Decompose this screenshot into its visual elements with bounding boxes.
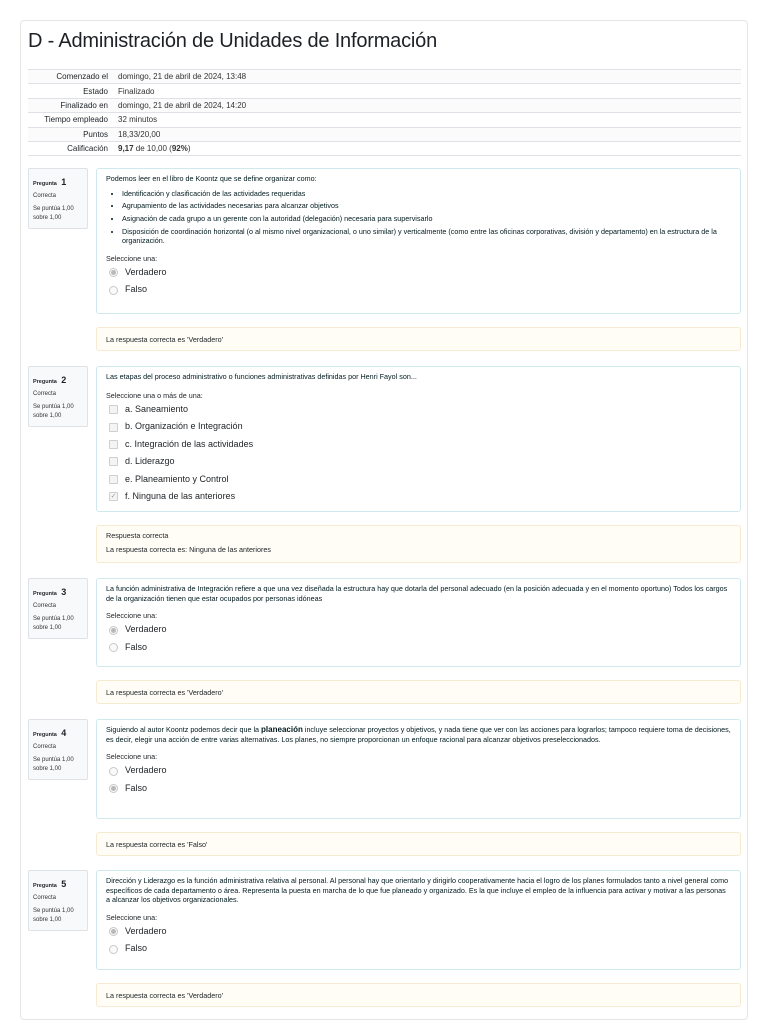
summary-value: domingo, 21 de abril de 2024, 14:20 bbox=[114, 98, 741, 112]
option-label: Falso bbox=[125, 782, 148, 793]
question-info bbox=[28, 168, 88, 229]
feedback-status: Respuesta correcta bbox=[106, 531, 169, 540]
attempt-summary-table bbox=[28, 69, 741, 156]
answer-prompt: Seleccione una: bbox=[106, 253, 158, 263]
summary-label: Comenzado el bbox=[28, 70, 114, 84]
question-content bbox=[96, 870, 741, 970]
option-label: c. Integración de las actividades bbox=[125, 438, 254, 449]
answer-prompt: Seleccione una: bbox=[106, 912, 158, 922]
radio-button-checked[interactable] bbox=[109, 927, 118, 936]
answer-option[interactable] bbox=[106, 401, 731, 418]
answer-option[interactable] bbox=[106, 453, 731, 470]
checkbox[interactable] bbox=[109, 457, 118, 466]
question-key-term: planeación bbox=[261, 725, 303, 734]
question-number: 2 bbox=[61, 375, 67, 385]
grade-score: 9,17 bbox=[118, 144, 134, 154]
question-text bbox=[106, 725, 731, 744]
answer-options bbox=[106, 763, 731, 798]
question-content bbox=[96, 578, 741, 667]
summary-row-started bbox=[28, 70, 741, 84]
answer-option[interactable] bbox=[106, 780, 731, 797]
answer-options bbox=[106, 923, 731, 958]
question-state: Correcta bbox=[33, 391, 57, 397]
summary-row-state bbox=[28, 84, 741, 98]
summary-label: Finalizado en bbox=[28, 98, 114, 112]
checkbox-checked[interactable]: ✓ bbox=[110, 493, 117, 501]
answer-options bbox=[106, 264, 731, 299]
correct-answer-text: La respuesta correcta es 'Verdadero' bbox=[106, 334, 224, 344]
grade-percent: 92% bbox=[171, 144, 188, 154]
list-item: • Asignación de cada grupo a un gerente con la autoridad (delegación) necesaria para supervisarlo bbox=[122, 214, 731, 224]
question-state: Correcta bbox=[33, 193, 57, 199]
question-label: Pregunta bbox=[33, 379, 57, 385]
radio-button-checked[interactable] bbox=[109, 268, 118, 277]
feedback-box bbox=[96, 327, 741, 351]
question-text: La función administrativa de Integración refiere a que una vez diseñada la estructura hay que dotarla del personal adecuado (en la posición adecuada y en el momento oportuno) Todos los cargos de la organización tienen que estar ocupados por personas idóneas bbox=[106, 584, 728, 603]
option-label: Verdadero bbox=[125, 267, 167, 277]
question-info bbox=[28, 870, 88, 931]
checkbox[interactable] bbox=[109, 405, 118, 414]
option-label: Verdadero bbox=[125, 765, 167, 776]
list-item: • Agrupamiento de las actividades necesarias para alcanzar objetivos bbox=[122, 201, 731, 211]
question-label: Pregunta bbox=[33, 591, 57, 597]
option-label: b. Organización e Integración bbox=[125, 421, 243, 432]
question-grade: Se puntúa 1,00 sobre 1,00 bbox=[33, 757, 74, 772]
summary-label: Puntos bbox=[28, 127, 114, 141]
summary-row-time bbox=[28, 113, 741, 127]
summary-grade-value bbox=[114, 141, 741, 155]
answer-option[interactable] bbox=[106, 471, 731, 488]
radio-button[interactable] bbox=[109, 767, 118, 776]
summary-value: 18,33/20,00 bbox=[114, 127, 741, 141]
option-label: Falso bbox=[125, 641, 148, 652]
option-label: f. Ninguna de las anteriores bbox=[125, 490, 236, 501]
checkbox[interactable] bbox=[109, 475, 118, 484]
answer-option[interactable] bbox=[106, 763, 731, 780]
feedback-box bbox=[96, 983, 741, 1007]
radio-button-checked[interactable] bbox=[109, 784, 118, 793]
question-bullet-list bbox=[122, 189, 731, 246]
answer-option[interactable] bbox=[106, 488, 731, 505]
radio-button[interactable] bbox=[109, 286, 118, 295]
quiz-review-page bbox=[20, 20, 748, 1020]
answer-option[interactable] bbox=[106, 436, 731, 453]
question-label: Pregunta bbox=[33, 732, 57, 738]
answer-options bbox=[106, 622, 731, 657]
answer-option[interactable] bbox=[106, 923, 731, 940]
question-number: 5 bbox=[61, 879, 67, 889]
question-text-end: incluye seleccionar proyectos y objetivos, y nada tiene que ver con las acciones para lograrlos; tampoco requiere toma de decisiones, es decir, elegir una acción de entre varias alternativas. Los planes, no siempre proporcionan un enfoque racional para alcanzar objetivos preseleccionados. bbox=[106, 725, 731, 744]
question-text-start: Siguiendo al autor Koontz podemos decir que la bbox=[106, 725, 262, 734]
correct-answer-text: La respuesta correcta es 'Verdadero' bbox=[106, 990, 224, 1000]
question-content bbox=[96, 366, 741, 512]
answer-option[interactable] bbox=[106, 940, 731, 957]
correct-answer-text: La respuesta correcta es: Ninguna de las anteriores bbox=[106, 545, 272, 554]
summary-label: Tiempo empleado bbox=[28, 113, 114, 127]
correct-answer-text: La respuesta correcta es 'Verdadero' bbox=[106, 687, 224, 697]
option-label: Falso bbox=[125, 943, 148, 954]
summary-value: domingo, 21 de abril de 2024, 13:48 bbox=[114, 70, 741, 84]
radio-button-checked[interactable] bbox=[109, 626, 118, 635]
list-item: • Identificación y clasificación de las actividades requeridas bbox=[122, 189, 731, 199]
question-grade: Se puntúa 1,00 sobre 1,00 bbox=[33, 404, 74, 419]
option-label: a. Saneamiento bbox=[125, 403, 189, 414]
checkbox[interactable] bbox=[109, 440, 118, 449]
summary-label: Calificación bbox=[28, 141, 114, 155]
answer-option[interactable] bbox=[106, 418, 731, 435]
question-state: Correcta bbox=[33, 895, 57, 901]
answer-option[interactable] bbox=[106, 281, 731, 298]
feedback-box bbox=[96, 832, 741, 856]
question-content bbox=[96, 168, 741, 314]
summary-row-points bbox=[28, 127, 741, 141]
question-text: Podemos leer en el libro de Koontz que se define organizar como: bbox=[106, 174, 317, 183]
question-number: 4 bbox=[61, 728, 67, 738]
answer-option[interactable] bbox=[106, 264, 731, 281]
option-label: Verdadero bbox=[125, 624, 167, 635]
summary-label: Estado bbox=[28, 84, 114, 98]
question-content bbox=[96, 719, 741, 819]
grade-out-of: de 10,00 ( bbox=[133, 144, 172, 154]
list-item: • Disposición de coordinación horizontal (o al mismo nivel organizacional, o uno similar) y verticalmente (como entre las oficinas corporativas, división y departamento) en la estructura de la organización. bbox=[122, 227, 731, 246]
page-title: D - Administración de Unidades de Información bbox=[28, 30, 437, 52]
question-number: 3 bbox=[61, 587, 67, 597]
radio-button[interactable] bbox=[109, 643, 118, 652]
radio-button[interactable] bbox=[109, 945, 118, 954]
feedback-box bbox=[96, 525, 741, 563]
option-label: Falso bbox=[125, 284, 148, 295]
grade-close: ) bbox=[187, 144, 191, 154]
question-state: Correcta bbox=[33, 603, 57, 609]
question-text: Las etapas del proceso administrativo o funciones administrativas definidas por Henri Fayol son... bbox=[106, 372, 417, 381]
summary-value: Finalizado bbox=[114, 84, 741, 98]
answer-prompt: Seleccione una: bbox=[106, 752, 158, 761]
answer-prompt: Seleccione una: bbox=[106, 611, 158, 620]
summary-row-grade bbox=[28, 141, 741, 155]
correct-answer-text: La respuesta correcta es 'Falso' bbox=[106, 839, 208, 849]
summary-row-finished bbox=[28, 98, 741, 112]
option-label: d. Liderazgo bbox=[125, 456, 175, 467]
question-grade: Se puntúa 1,00 sobre 1,00 bbox=[33, 908, 74, 923]
answer-options bbox=[106, 401, 731, 505]
checkbox[interactable] bbox=[109, 423, 118, 432]
question-info bbox=[28, 366, 88, 427]
answer-option[interactable] bbox=[106, 639, 731, 656]
feedback-box bbox=[96, 680, 741, 704]
question-text: Dirección y Liderazgo es la función administrativa relativa al personal. Al personal hay que orientarlo y dirigirlo cooperativamente hacia el logro de los planes formulados tanto a nivel general como específicos de cada departamento o área. Representa la puesta en marcha de lo que fue planeado y organizado. Es la que incluye el empleo de la influencia para activar y motivar a las personas a alcanzar los objetivos organizacionales. bbox=[106, 876, 729, 904]
question-info bbox=[28, 578, 88, 639]
summary-value: 32 minutos bbox=[114, 113, 741, 127]
question-label: Pregunta bbox=[33, 181, 57, 187]
answer-prompt: Seleccione una o más de una: bbox=[106, 390, 203, 400]
answer-option[interactable] bbox=[106, 622, 731, 639]
question-state: Correcta bbox=[33, 744, 57, 750]
option-label: Verdadero bbox=[125, 925, 167, 936]
question-label: Pregunta bbox=[33, 883, 57, 889]
question-info bbox=[28, 719, 88, 780]
question-grade: Se puntúa 1,00 sobre 1,00 bbox=[33, 206, 74, 221]
question-grade: Se puntúa 1,00 sobre 1,00 bbox=[33, 616, 74, 631]
option-label: e. Planeamiento y Control bbox=[125, 473, 229, 484]
question-number: 1 bbox=[61, 177, 67, 187]
